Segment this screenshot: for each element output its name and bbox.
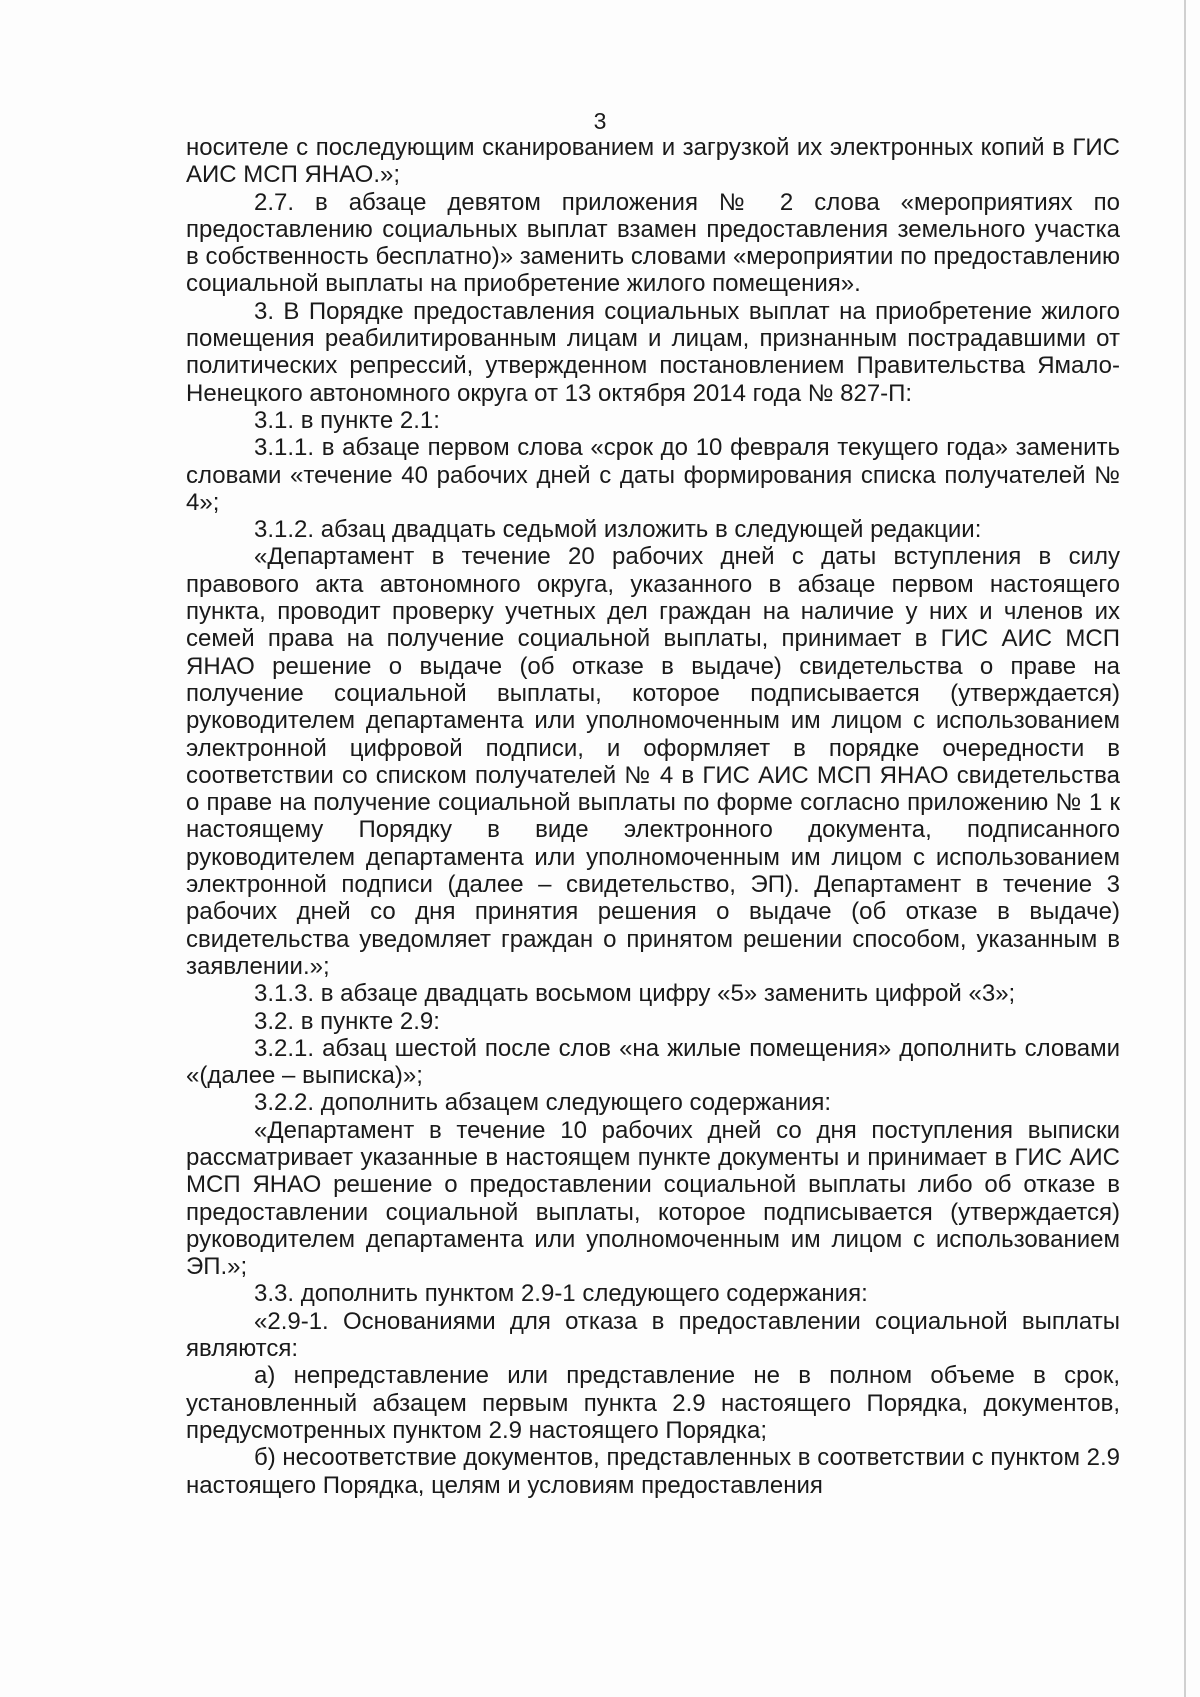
paragraph-3-2-2: 3.2.2. дополнить абзацем следующего содержания: (254, 1089, 832, 1117)
document-body (186, 134, 1120, 1499)
paragraph-item-a: а) непредставление или представление не в полном объеме в срок, установленный абзацем первым пункта 2.9 настоящего Порядка, документов, предусмотренных пунктом 2.9 настоящего Порядка; (186, 1362, 1120, 1444)
paragraph-3-2: 3.2. в пункте 2.9: (254, 1007, 440, 1035)
paragraph-3-1-2: 3.1.2. абзац двадцать седьмой изложить в следующей редакции: (254, 516, 982, 544)
paragraph-2-9-1: «2.9-1. Основаниями для отказа в предоставлении социальной выплаты являются: (186, 1307, 1120, 1363)
paragraph-3-2-2-quote: «Департамент в течение 10 рабочих дней со дня поступления выписки рассматривает указанные в настоящем пункте документы и принимает в ГИС АИС МСП ЯНАО решение о предоставлении социальной выплаты либо об отказе в предоставлении социальной выплаты, которое подписывается (утверждается) руководителем департамента или уполномоченным им лицом с использованием ЭП.»; (186, 1116, 1120, 1281)
paragraph-3-1-1: 3.1.1. в абзаце первом слова «срок до 10 февраля текущего года» заменить словами «течение 40 рабочих дней с даты формирования списка получателей № 4»; (186, 434, 1120, 516)
paragraph-3-1-3: 3.1.3. в абзаце двадцать восьмом цифру «5» заменить цифрой «3»; (254, 980, 1016, 1008)
paragraph-3: 3. В Порядке предоставления социальных выплат на приобретение жилого помещения реабилитированным лицам и лицам, признанным пострадавшими от политических репрессий, утвержденном постановлением Правительства Ямало-Ненецкого автономного округа от 13 октября 2014 года № 827-П: (186, 297, 1120, 407)
paragraph-3-2-1: 3.2.1. абзац шестой после слов «на жилые помещения» дополнить словами «(далее – выписка)»; (186, 1034, 1120, 1090)
paragraph-2-7: 2.7. в абзаце девятом приложения № 2 слова «мероприятиях по предоставлению социальных выплат взамен предоставления земельного участка в собственность бесплатно)» заменить словами «мероприятии по предоставлению социальной выплаты на приобретение жилого помещения». (186, 188, 1120, 298)
paragraph-3-1: 3.1. в пункте 2.1: (254, 406, 440, 434)
paragraph-continuation: носителе с последующим сканированием и загрузкой их электронных копий в ГИС АИС МСП ЯНАО.»; (186, 134, 1120, 189)
paragraph-item-b: б) несоответствие документов, представленных в соответствии с пунктом 2.9 настоящего Порядка, целям и условиям предоставления (186, 1444, 1120, 1499)
page-number: 3 (593, 108, 607, 134)
paragraph-3-1-2-quote: «Департамент в течение 20 рабочих дней с даты вступления в силу правового акта автономного округа, указанного в абзаце первом настоящего пункта, проводит проверку учетных дел граждан на наличие у них и членов их семей права на получение социальной выплаты, принимает в ГИС АИС МСП ЯНАО решение о выдаче (об отказе в выдаче) свидетельства о праве на получение социальной выплаты, которое подписывается (утверждается) руководителем департамента или уполномоченным им лицом с использованием электронной цифровой подписи, и оформляет в порядке очередности в соответствии со списком получателей № 4 в ГИС АИС МСП ЯНАО свидетельства о праве на получение социальной выплаты по форме согласно приложению № 1 к настоящему Порядку в виде электронного документа, подписанного руководителем департамента или уполномоченным им лицом с использованием электронной подписи (далее – свидетельство, ЭП). Департамент в течение 3 рабочих дней со дня принятия решения о выдаче (об отказе в выдаче) свидетельства уведомляет граждан о принятом решении способом, указанным в заявлении.»; (186, 543, 1120, 980)
paragraph-3-3: 3.3. дополнить пунктом 2.9-1 следующего содержания: (254, 1280, 868, 1308)
page-edge-shadow (1184, 0, 1186, 1697)
